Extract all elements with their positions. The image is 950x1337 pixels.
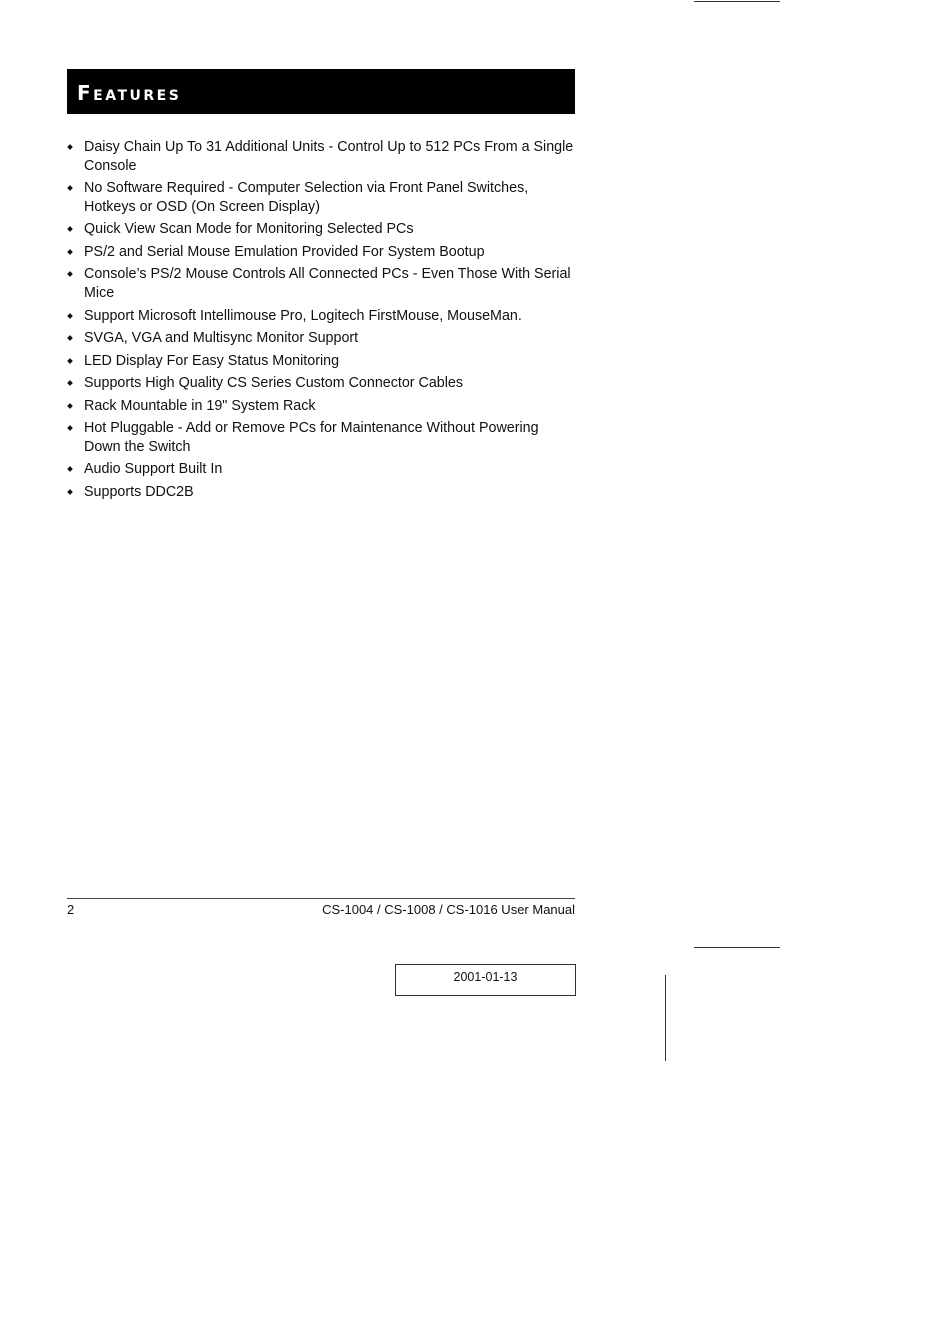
feature-text: Rack Mountable in 19" System Rack	[84, 397, 316, 414]
section-title: Features	[77, 80, 182, 105]
diamond-bullet-icon	[67, 335, 73, 341]
feature-text: Quick View Scan Mode for Monitoring Selected PCs	[84, 221, 414, 238]
crop-mark-top	[694, 1, 780, 2]
feature-text: LED Display For Easy Status Monitoring	[84, 352, 340, 369]
diamond-bullet-icon	[67, 227, 73, 233]
feature-item	[67, 265, 575, 302]
diamond-bullet-icon	[67, 358, 73, 364]
diamond-bullet-icon	[67, 185, 73, 191]
crop-mark-bottom	[694, 947, 780, 948]
diamond-bullet-icon	[67, 403, 73, 409]
feature-item	[67, 460, 575, 479]
feature-item	[67, 138, 575, 175]
diamond-bullet-icon	[67, 425, 73, 431]
feature-text: Supports High Quality CS Series Custom Connector Cables	[84, 375, 464, 392]
section-header-bar	[67, 69, 575, 114]
feature-item	[67, 179, 575, 216]
feature-item	[67, 419, 575, 456]
date-text: 2001-01-13	[453, 970, 518, 984]
feature-text: SVGA, VGA and Multisync Monitor Support	[84, 330, 359, 347]
diamond-bullet-icon	[67, 249, 73, 255]
feature-text: Daisy Chain Up To 31 Additional Units - Control Up to 512 PCs From a Single Console	[84, 139, 574, 174]
feature-item	[67, 307, 575, 326]
feature-item	[67, 220, 575, 239]
feature-text: Support Microsoft Intellimouse Pro, Logitech FirstMouse, MouseMan.	[84, 307, 522, 324]
diamond-bullet-icon	[67, 380, 73, 386]
footer-divider	[67, 898, 575, 899]
feature-item	[67, 483, 575, 502]
crop-mark-vertical	[665, 975, 666, 1061]
feature-text: Console’s PS/2 Mouse Controls All Connected PCs - Even Those With Serial Mice	[84, 266, 571, 302]
feature-item	[67, 352, 575, 371]
feature-item	[67, 374, 575, 393]
feature-text: PS/2 and Serial Mouse Emulation Provided For System Bootup	[84, 243, 485, 260]
feature-item	[67, 243, 575, 262]
feature-text: Supports DDC2B	[84, 483, 194, 500]
manual-title: CS-1004 / CS-1008 / CS-1016 User Manual	[322, 902, 575, 917]
diamond-bullet-icon	[67, 313, 73, 319]
feature-text: Audio Support Built In	[84, 461, 223, 478]
page-number: 2	[67, 902, 75, 917]
diamond-bullet-icon	[67, 489, 73, 495]
feature-text: No Software Required - Computer Selection via Front Panel Switches, Hotkeys or OSD (On Screen Display)	[84, 180, 529, 215]
diamond-bullet-icon	[67, 272, 73, 278]
feature-item	[67, 329, 575, 348]
feature-list	[67, 138, 575, 505]
diamond-bullet-icon	[67, 144, 73, 150]
feature-text: Hot Pluggable - Add or Remove PCs for Maintenance Without Powering Down the Switch	[84, 420, 539, 455]
date-stamp	[395, 964, 576, 996]
feature-item	[67, 397, 575, 416]
diamond-bullet-icon	[67, 466, 73, 472]
